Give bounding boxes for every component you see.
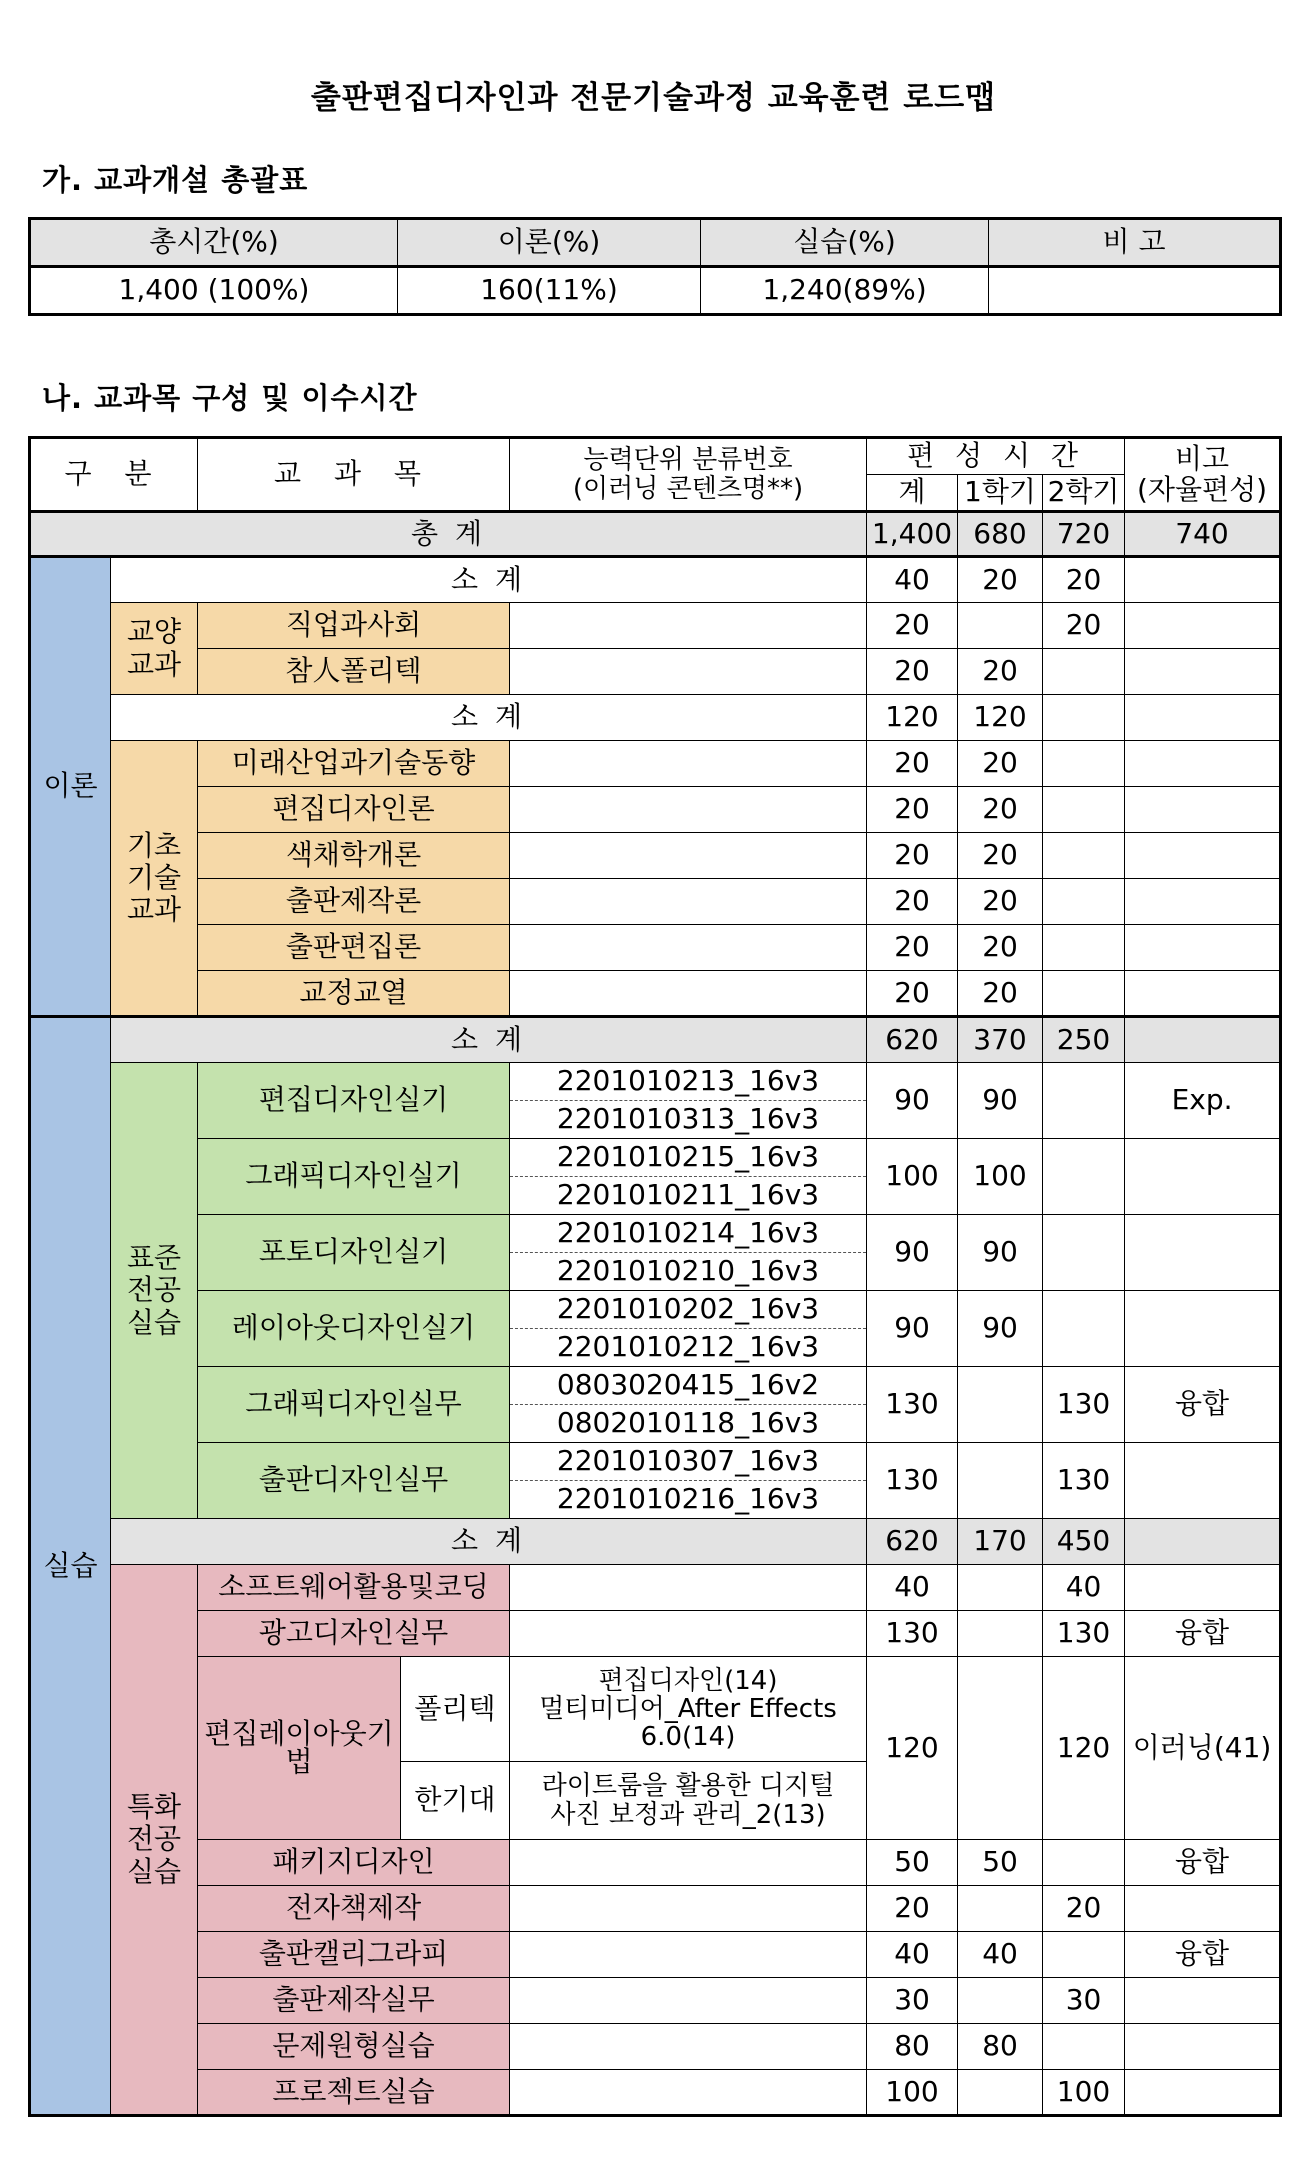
hours-sem2: [1043, 649, 1125, 695]
hours-sem1: [958, 1886, 1043, 1932]
note: [1125, 971, 1281, 1017]
note: [1125, 1139, 1281, 1215]
subtotal-note: [1125, 1519, 1281, 1565]
hours-sem2: [1043, 1063, 1125, 1139]
note: [1125, 1886, 1281, 1932]
hours-sem2: [1043, 925, 1125, 971]
ncs-code: [510, 741, 867, 787]
liberal-row: [30, 603, 1281, 649]
curriculum-table: [28, 436, 1282, 2117]
hours-sem1: [958, 1657, 1043, 1840]
basic-row: [30, 833, 1281, 879]
header-category: 구 분: [30, 438, 198, 512]
note: [1125, 1443, 1281, 1519]
standard-label-line1: 표준: [126, 1241, 182, 1275]
ncs-code: 2201010202_16v3: [510, 1291, 867, 1329]
subtotal-sem1: 370: [958, 1017, 1043, 1063]
note: [1125, 1215, 1281, 1291]
basic-row: [30, 971, 1281, 1017]
hours-total: 120: [867, 1657, 958, 1840]
subtotal-sem2: [1043, 695, 1125, 741]
hours-total: 50: [867, 1840, 958, 1886]
ncs-code: [510, 649, 867, 695]
note: 융합: [1125, 1840, 1281, 1886]
subtotal-sem2: 450: [1043, 1519, 1125, 1565]
summary-header-row: [30, 219, 1281, 267]
hours-sem1: 50: [958, 1840, 1043, 1886]
liberal-label-line1: 교양: [126, 615, 182, 649]
basic-label-line2: 기술: [126, 860, 182, 894]
hours-total: 20: [867, 787, 958, 833]
hours-total: 130: [867, 1367, 958, 1443]
ncs-code: 2201010211_16v3: [510, 1177, 867, 1215]
hours-sem1: 20: [958, 649, 1043, 695]
ncs-code: [510, 1886, 867, 1932]
ncs-code: [510, 1611, 867, 1657]
subject-name: 출판제작실무: [198, 1978, 510, 2024]
subject-name: 포토디자인실기: [198, 1215, 510, 1291]
note: [1125, 1291, 1281, 1367]
hours-sem1: [958, 1367, 1043, 1443]
page-title: 출판편집디자인과 전문기술과정 교육훈련 로드맵: [310, 80, 997, 116]
ncs-code: 2201010213_16v3: [510, 1063, 867, 1101]
note: [1125, 649, 1281, 695]
hours-sem1: 20: [958, 925, 1043, 971]
hours-sem2: 130: [1043, 1611, 1125, 1657]
content-line: 라이트룸을 활용한 디지털: [541, 1770, 835, 1801]
hours-sem1: [958, 1978, 1043, 2024]
hours-sem2: [1043, 1139, 1125, 1215]
standard-label-line2: 전공: [126, 1273, 182, 1307]
special-label-line2: 전공: [126, 1822, 182, 1856]
liberal-group-label: [111, 603, 198, 695]
header-sem2: 2학기: [1043, 475, 1125, 512]
note: 융합: [1125, 1611, 1281, 1657]
basic-row: [30, 741, 1281, 787]
subtotal-note: [1125, 695, 1281, 741]
subtotal-note: [1125, 557, 1281, 603]
subject-name: 참人폴리텍: [198, 649, 510, 695]
special-row: [30, 1932, 1281, 1978]
summary-value-practice: 1,240(89%): [701, 267, 989, 315]
header-subject: 교 과 목: [198, 438, 510, 512]
subject-name: 미래산업과기술동향: [198, 741, 510, 787]
liberal-row: [30, 649, 1281, 695]
layout-row: [30, 1657, 1281, 1762]
subtotal-label: 소 계: [111, 1017, 867, 1063]
theory-subtotal-row: [30, 557, 1281, 603]
hours-sem2: [1043, 879, 1125, 925]
note: 융합: [1125, 1367, 1281, 1443]
special-label-line3: 실습: [126, 1854, 182, 1888]
grand-total-label: 총 계: [30, 512, 867, 557]
subject-name: 전자책제작: [198, 1886, 510, 1932]
subject-name: 편집디자인실기: [198, 1063, 510, 1139]
hours-sem2: 100: [1043, 2070, 1125, 2116]
hours-sem2: [1043, 971, 1125, 1017]
basic-row: [30, 879, 1281, 925]
ncs-code: 0802010118_16v3: [510, 1405, 867, 1443]
subtotal-label: 소 계: [111, 1519, 867, 1565]
subject-name: 그래픽디자인실무: [198, 1367, 510, 1443]
hours-total: 20: [867, 741, 958, 787]
ncs-code: 2201010215_16v3: [510, 1139, 867, 1177]
note: [1125, 2024, 1281, 2070]
hours-total: 90: [867, 1291, 958, 1367]
subtotal-sem1: 120: [958, 695, 1043, 741]
hours-total: 100: [867, 1139, 958, 1215]
hours-sem1: 80: [958, 2024, 1043, 2070]
subtotal-total: 120: [867, 695, 958, 741]
grand-total-sem2: 720: [1043, 512, 1125, 557]
ncs-code: [510, 787, 867, 833]
summary-header-theory: 이론(%): [398, 219, 701, 267]
subject-name: 출판제작론: [198, 879, 510, 925]
basic-group-label: [111, 741, 198, 1017]
standard-row: [30, 1291, 1281, 1329]
standard-row: [30, 1367, 1281, 1405]
hours-total: 90: [867, 1063, 958, 1139]
hours-sem1: [958, 1443, 1043, 1519]
standard-row: [30, 1139, 1281, 1177]
subject-name: 편집디자인론: [198, 787, 510, 833]
special-row: [30, 1565, 1281, 1611]
ncs-code: 2201010212_16v3: [510, 1329, 867, 1367]
ncs-code: 0803020415_16v2: [510, 1367, 867, 1405]
hours-sem1: 20: [958, 833, 1043, 879]
hours-sem2: 30: [1043, 1978, 1125, 2024]
ncs-code: [510, 1978, 867, 2024]
note: [1125, 741, 1281, 787]
hours-sem1: 20: [958, 787, 1043, 833]
note: [1125, 603, 1281, 649]
basic-row: [30, 787, 1281, 833]
hours-sem1: 90: [958, 1291, 1043, 1367]
hours-sem2: [1043, 1215, 1125, 1291]
hours-sem1: 40: [958, 1932, 1043, 1978]
hours-sem2: 130: [1043, 1443, 1125, 1519]
hours-total: 40: [867, 1565, 958, 1611]
elearning-content: [510, 1762, 867, 1840]
hours-sem1: [958, 1611, 1043, 1657]
subject-name: 교정교열: [198, 971, 510, 1017]
grand-total-sem1: 680: [958, 512, 1043, 557]
header-note: [1125, 438, 1281, 512]
subject-name: 문제원형실습: [198, 2024, 510, 2070]
liberal-label-line2: 교과: [126, 647, 182, 681]
hours-total: 20: [867, 925, 958, 971]
header-row-1: [30, 438, 1281, 475]
hours-sem2: 40: [1043, 1565, 1125, 1611]
subtotal-label: 소 계: [111, 557, 867, 603]
subject-name: 색채학개론: [198, 833, 510, 879]
subtotal-label: 소 계: [111, 695, 867, 741]
ncs-code: 2201010313_16v3: [510, 1101, 867, 1139]
hours-sem1: [958, 603, 1043, 649]
ncs-code: [510, 925, 867, 971]
hours-total: 20: [867, 833, 958, 879]
subject-name: 패키지디자인: [198, 1840, 510, 1886]
standard-label-line3: 실습: [126, 1305, 182, 1339]
basic-subtotal-row: [30, 695, 1281, 741]
special-subtotal-row: [30, 1519, 1281, 1565]
special-row: [30, 1978, 1281, 2024]
layout-sub1: 폴리텍: [401, 1657, 510, 1762]
hours-total: 40: [867, 1932, 958, 1978]
hours-sem2: [1043, 1291, 1125, 1367]
hours-sem1: [958, 2070, 1043, 2116]
header-note-line1: 비고: [1174, 441, 1230, 475]
subtotal-total: 620: [867, 1519, 958, 1565]
ncs-code: [510, 2024, 867, 2070]
hours-total: 100: [867, 2070, 958, 2116]
subtotal-sem1: 20: [958, 557, 1043, 603]
note: Exp.: [1125, 1063, 1281, 1139]
grand-total-note: 740: [1125, 512, 1281, 557]
subtotal-sem2: 250: [1043, 1017, 1125, 1063]
ncs-code: [510, 1840, 867, 1886]
header-note-line2: (자율편성): [1137, 472, 1268, 506]
hours-sem2: [1043, 1840, 1125, 1886]
ncs-code: [510, 1565, 867, 1611]
header-ncs-line2: (이러닝 콘텐츠명**): [572, 473, 804, 504]
ncs-code: [510, 2070, 867, 2116]
subtotal-total: 620: [867, 1017, 958, 1063]
note: 이러닝(41): [1125, 1657, 1281, 1840]
hours-sem2: [1043, 787, 1125, 833]
hours-total: 20: [867, 971, 958, 1017]
summary-value-row: [30, 267, 1281, 315]
hours-sem1: 20: [958, 741, 1043, 787]
summary-value-total: 1,400 (100%): [30, 267, 398, 315]
hours-total: 20: [867, 879, 958, 925]
hours-total: 130: [867, 1611, 958, 1657]
grand-total-total: 1,400: [867, 512, 958, 557]
ncs-code: [510, 833, 867, 879]
subject-name: 소프트웨어활용및코딩: [198, 1565, 510, 1611]
layout-name-line2: 법: [285, 1745, 313, 1778]
standard-row: [30, 1443, 1281, 1481]
hours-total: 20: [867, 1886, 958, 1932]
content-line: 멀티미디어_After Effects: [539, 1693, 837, 1724]
note: [1125, 1565, 1281, 1611]
note: [1125, 879, 1281, 925]
grand-total-row: [30, 512, 1281, 557]
hours-total: 130: [867, 1443, 958, 1519]
special-group-label: [111, 1565, 198, 2116]
hours-total: 90: [867, 1215, 958, 1291]
ncs-code: [510, 1932, 867, 1978]
hours-sem1: 90: [958, 1215, 1043, 1291]
standard-row: [30, 1063, 1281, 1101]
subject-name: 그래픽디자인실기: [198, 1139, 510, 1215]
summary-value-note: [989, 267, 1281, 315]
special-row: [30, 2070, 1281, 2116]
hours-sem2: [1043, 1932, 1125, 1978]
standard-row: [30, 1215, 1281, 1253]
subject-name: 출판디자인실무: [198, 1443, 510, 1519]
basic-label-line3: 교과: [126, 893, 182, 927]
subtotal-sem1: 170: [958, 1519, 1043, 1565]
hours-sem2: 130: [1043, 1367, 1125, 1443]
hours-sem2: 20: [1043, 603, 1125, 649]
subtotal-sem2: 20: [1043, 557, 1125, 603]
hours-sem2: [1043, 2024, 1125, 2070]
subtotal-note: [1125, 1017, 1281, 1063]
subtotal-total: 40: [867, 557, 958, 603]
subject-name: [198, 1657, 401, 1840]
standard-subtotal-row: [30, 1017, 1281, 1063]
hours-sem1: 100: [958, 1139, 1043, 1215]
summary-value-theory: 160(11%): [398, 267, 701, 315]
note: [1125, 833, 1281, 879]
basic-label-line1: 기초: [126, 828, 182, 862]
special-label-line1: 특화: [126, 1790, 182, 1824]
theory-label: 이론: [30, 557, 111, 1017]
header-sem1: 1학기: [958, 475, 1043, 512]
note: [1125, 787, 1281, 833]
standard-group-label: [111, 1063, 198, 1519]
note: [1125, 1978, 1281, 2024]
section-b-heading: 나. 교과목 구성 및 이수시간: [42, 381, 418, 415]
note: 융합: [1125, 1932, 1281, 1978]
layout-name-line1: 편집레이아웃기: [204, 1717, 394, 1750]
subject-name: 직업과사회: [198, 603, 510, 649]
header-ncs: [510, 438, 867, 512]
ncs-code: [510, 879, 867, 925]
section-a-heading: 가. 교과개설 총괄표: [42, 163, 309, 197]
elearning-content: [510, 1657, 867, 1762]
note: [1125, 2070, 1281, 2116]
hours-total: 20: [867, 649, 958, 695]
hours-sem2: [1043, 741, 1125, 787]
practice-label: 실습: [30, 1017, 111, 2116]
header-hours: 편 성 시 간: [867, 438, 1125, 475]
ncs-code: 2201010216_16v3: [510, 1481, 867, 1519]
content-line: 사진 보정과 관리_2(13): [550, 1799, 826, 1830]
subject-name: 출판캘리그라피: [198, 1932, 510, 1978]
subject-name: 레이아웃디자인실기: [198, 1291, 510, 1367]
hours-sem1: [958, 1565, 1043, 1611]
summary-header-total: 총시간(%): [30, 219, 398, 267]
hours-sem2: 120: [1043, 1657, 1125, 1840]
ncs-code: [510, 971, 867, 1017]
subject-name: 프로젝트실습: [198, 2070, 510, 2116]
special-row: [30, 1886, 1281, 1932]
content-line: 6.0(14): [640, 1722, 736, 1753]
layout-sub2: 한기대: [401, 1762, 510, 1840]
content-line: 편집디자인(14): [598, 1665, 778, 1696]
ncs-code: 2201010307_16v3: [510, 1443, 867, 1481]
ncs-code: [510, 603, 867, 649]
hours-sem2: [1043, 833, 1125, 879]
hours-sem1: 20: [958, 879, 1043, 925]
header-ncs-line1: 능력단위 분류번호: [583, 444, 793, 475]
ncs-code: 2201010214_16v3: [510, 1215, 867, 1253]
special-row: [30, 1611, 1281, 1657]
hours-sem1: 90: [958, 1063, 1043, 1139]
summary-header-practice: 실습(%): [701, 219, 989, 267]
special-row: [30, 2024, 1281, 2070]
hours-total: 20: [867, 603, 958, 649]
note: [1125, 925, 1281, 971]
subject-name: 광고디자인실무: [198, 1611, 510, 1657]
hours-sem2: 20: [1043, 1886, 1125, 1932]
special-row: [30, 1840, 1281, 1886]
ncs-code: 2201010210_16v3: [510, 1253, 867, 1291]
hours-total: 30: [867, 1978, 958, 2024]
hours-total: 80: [867, 2024, 958, 2070]
summary-table: [28, 217, 1282, 316]
hours-sem1: 20: [958, 971, 1043, 1017]
basic-row: [30, 925, 1281, 971]
subject-name: 출판편집론: [198, 925, 510, 971]
summary-header-note: 비 고: [989, 219, 1281, 267]
header-total: 계: [867, 475, 958, 512]
